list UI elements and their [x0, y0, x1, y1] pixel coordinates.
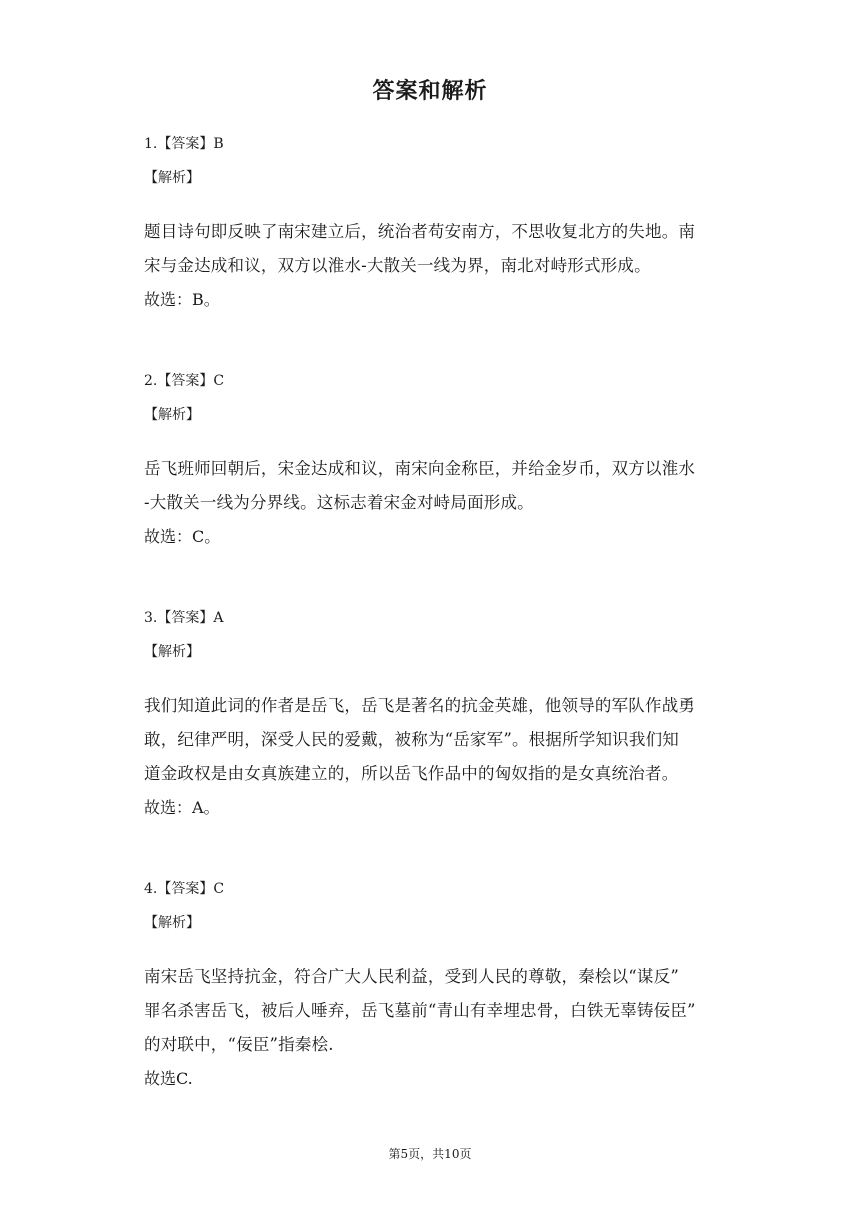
analysis-heading: 【解析】 — [144, 644, 200, 660]
analysis-line: -大散关一线为分界线。这标志着宋金对峙局面形成。 — [144, 493, 534, 512]
analysis-line: 敢，纪律严明，深受人民的爱戴，被称为“岳家军”。根据所学知识我们知 — [144, 730, 679, 749]
choice-conclusion: 故选：C。 — [144, 527, 221, 546]
answer-label: 4.【答案】C — [144, 881, 225, 897]
analysis-text — [144, 215, 724, 283]
page-title: 答案和解析 — [372, 79, 488, 104]
analysis-heading: 【解析】 — [144, 170, 200, 186]
analysis-line: 南宋岳飞坚持抗金，符合广大人民利益，受到人民的尊敬，秦桧以“谋反” — [144, 967, 679, 986]
answer-label: 3.【答案】A — [144, 610, 224, 626]
choice-conclusion: 故选：B。 — [144, 290, 220, 309]
analysis-text — [144, 689, 724, 791]
analysis-line: 道金政权是由女真族建立的，所以岳飞作品中的匈奴指的是女真统治者。 — [144, 764, 679, 783]
page-footer: 第5页，共10页 — [388, 1147, 472, 1161]
choice-conclusion: 故选C. — [144, 1069, 193, 1088]
answer-label: 2.【答案】C — [144, 373, 225, 389]
analysis-line: 岳飞班师回朝后，宋金达成和议，南宋向金称臣，并给金岁币，双方以淮水 — [144, 459, 696, 478]
answer-label: 1.【答案】B — [144, 136, 224, 152]
analysis-text — [144, 960, 724, 1062]
choice-conclusion: 故选：A。 — [144, 798, 220, 817]
question-2 — [144, 369, 724, 554]
analysis-text — [144, 452, 724, 520]
analysis-line: 我们知道此词的作者是岳飞，岳飞是著名的抗金英雄，他领导的军队作战勇 — [144, 696, 696, 715]
analysis-heading: 【解析】 — [144, 407, 200, 423]
question-3 — [144, 606, 724, 825]
analysis-line: 题目诗句即反映了南宋建立后，统治者苟安南方，不思收复北方的失地。南 — [144, 222, 696, 241]
question-4 — [144, 877, 724, 1096]
analysis-line: 宋与金达成和议，双方以淮水-大散关一线为界，南北对峙形式形成。 — [144, 256, 651, 275]
analysis-heading: 【解析】 — [144, 915, 200, 931]
analysis-line: 罪名杀害岳飞，被后人唾弃，岳飞墓前“青山有幸埋忠骨，白铁无辜铸佞臣” — [144, 1001, 696, 1020]
question-1 — [144, 132, 724, 317]
analysis-line: 的对联中，“佞臣”指秦桧. — [144, 1035, 334, 1054]
